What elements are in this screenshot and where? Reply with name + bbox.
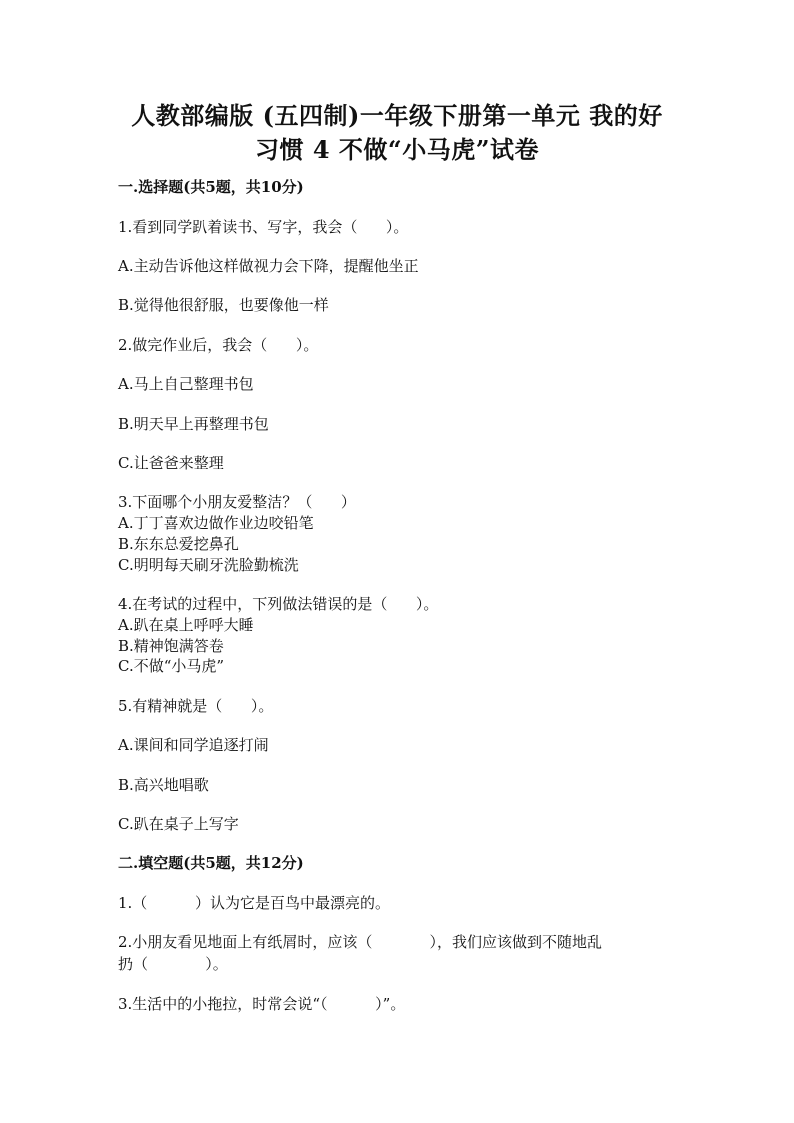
title-line-2: 习惯 4 不做“小马虎”试卷 [254, 135, 540, 164]
question-3-option-b: B.东东总爱挖鼻孔 [118, 535, 239, 553]
question-5-option-b: B.高兴地唱歌 [118, 776, 209, 794]
question-4-option-b: B.精神饱满答卷 [118, 637, 224, 655]
fill-question-2-continuation: 扔（ ）。 [118, 955, 228, 973]
question-4-option-c: C.不做“小马虎” [118, 657, 225, 675]
question-1-option-b: B.觉得他很舒服，也要像他一样 [118, 296, 329, 314]
section-heading-choice: 一.选择题(共5题，共10分) [118, 178, 304, 196]
question-4-stem: 4.在考试的过程中，下列做法错误的是（ ）。 [118, 595, 439, 613]
question-5-option-a: A.课间和同学追逐打闹 [118, 736, 269, 754]
question-1-option-a: A.主动告诉他这样做视力会下降，提醒他坐正 [118, 257, 419, 275]
question-2-stem: 2.做完作业后，我会（ ）。 [118, 336, 319, 354]
title-line-1: 人教部编版 (五四制)一年级下册第一单元 我的好 [131, 101, 663, 130]
question-2-option-a: A.马上自己整理书包 [118, 375, 254, 393]
fill-question-1: 1.（ ）认为它是百鸟中最漂亮的。 [118, 894, 390, 912]
fill-question-2: 2.小朋友看见地面上有纸屑时，应该（ ），我们应该做到不随地乱 [118, 933, 603, 951]
question-5-stem: 5.有精神就是（ ）。 [118, 697, 274, 715]
question-3-option-a: A.丁丁喜欢边做作业边咬铅笔 [118, 514, 314, 532]
question-2-option-b: B.明天早上再整理书包 [118, 415, 269, 433]
question-5-option-c: C.趴在桌子上写字 [118, 815, 239, 833]
question-3-stem: 3.下面哪个小朋友爱整洁？（ ） [118, 493, 356, 511]
fill-question-3: 3.生活中的小拖拉，时常会说“（ ）”。 [118, 995, 406, 1013]
section-heading-fill-in: 二.填空题(共5题，共12分) [118, 854, 304, 872]
question-4-option-a: A.趴在桌上呼呼大睡 [118, 616, 254, 634]
question-1-stem: 1.看到同学趴着读书、写字，我会（ ）。 [118, 218, 409, 236]
question-3-option-c: C.明明每天刷牙洗脸勤梳洗 [118, 556, 299, 574]
question-2-option-c: C.让爸爸来整理 [118, 454, 224, 472]
